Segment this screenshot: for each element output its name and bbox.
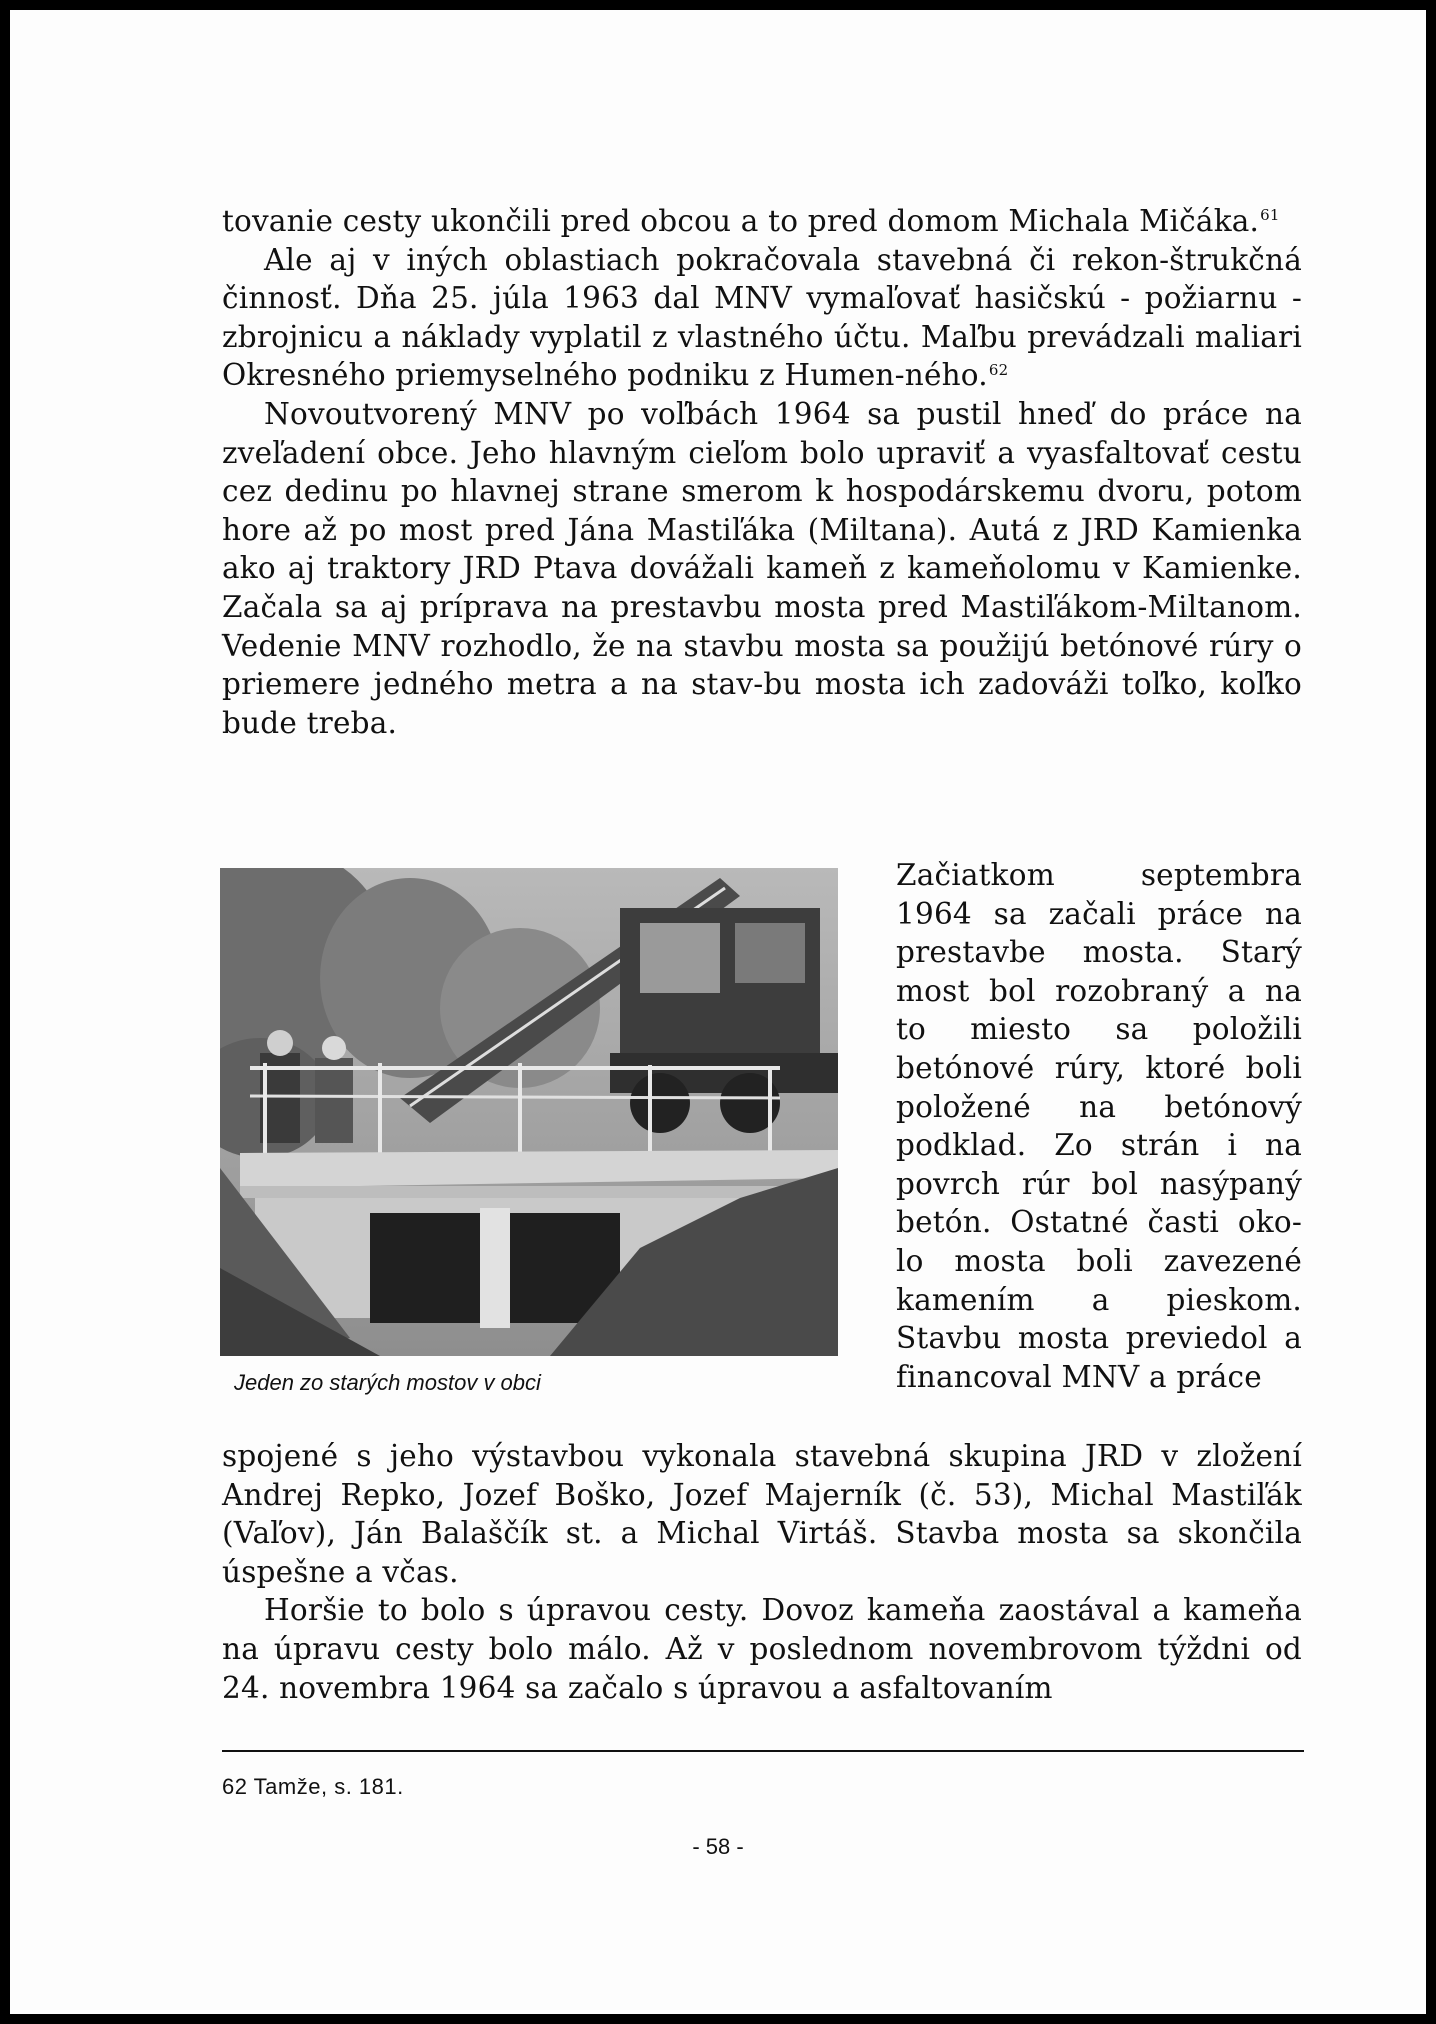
document-page [10,10,1426,2014]
bridge-photo [220,868,838,1356]
footnote: 62 Tamže, s. 181. [222,1774,404,1799]
paragraph [222,202,1302,241]
page-number: - 58 - [692,1834,744,1859]
paragraph-text: Ale aj v iných oblastiach pokračovala stavebná či rekon-štrukčná činnosť. Dňa 25. júla 1963 dal MNV vymaľovať hasičskú - požiarnu - zbrojnicu a náklady vyplatil z vlastného účtu. Maľbu prevádzali maliari Okresného priemyselného podniku z Humen-ného. [222,242,1302,393]
footnote-divider [222,1750,1304,1752]
paragraph: Horšie to bolo s úpravou cesty. Dovoz kameňa zaostával a kameňa na úpravu cesty bolo málo. Až v poslednom novembrovom týždni od 24. novembra 1964 sa začalo s úpravou a asfaltovaním [222,1593,1302,1705]
paragraph: Novoutvorený MNV po voľbách 1964 sa pustil hneď do práce na zveľadení obce. Jeho hlavným cieľom bolo upraviť a vyasfaltovať cestu cez dedinu po hlavnej strane smerom k hospodárskemu dvoru, potom hore až po most pred Jána Mastiľáka (Miltana). Autá z JRD Kamienka ako aj traktory JRD Ptava dovážali kameň z kameňolomu v Kamienke. Začala sa aj príprava na prestavbu mosta pred Mastiľákom-Miltanom. Vedenie MNV rozhodlo, že na stavbu mosta sa použijú betónové rúry o priemere jedného metra a na stav-bu mosta ich zadováži toľko, koľko bude treba. [222,396,1302,740]
photo-caption: Jeden zo starých mostov v obci [234,1370,541,1395]
footnote-ref: 61 [1260,206,1280,225]
bridge-photo-image [220,868,838,1356]
paragraph [222,241,1302,395]
footnote-ref: 62 [988,360,1009,379]
paragraph-text: tovanie cesty ukončili pred obcou a to pred domom Michala Mičáka. [222,204,1260,238]
paragraph: Začiatkom septembra 1964 sa začali práce na prestavbe mosta. Starý most bol rozobraný a na to miesto sa položili betónové rúry, ktoré boli položené na betónový podklad. Zo strán i na povrch rúr bol nasýpaný betón. Ostatné časti oko-lo mosta boli zavezené kamením a pieskom. Stavbu mosta previedol a financoval MNV a práce [896,858,1302,1394]
text-block-bottom [222,1437,1302,1707]
text-block-wrap [896,856,1302,1396]
text-block-top [222,202,1302,742]
paragraph: spojené s jeho výstavbou vykonala stavebná skupina JRD v zložení Andrej Repko, Jozef Boško, Jozef Majerník (č. 53), Michal Mastiľák (Vaľov), Ján Balaščík st. a Michal Virtáš. Stavba mosta sa skončila úspešne a včas. [222,1439,1302,1589]
